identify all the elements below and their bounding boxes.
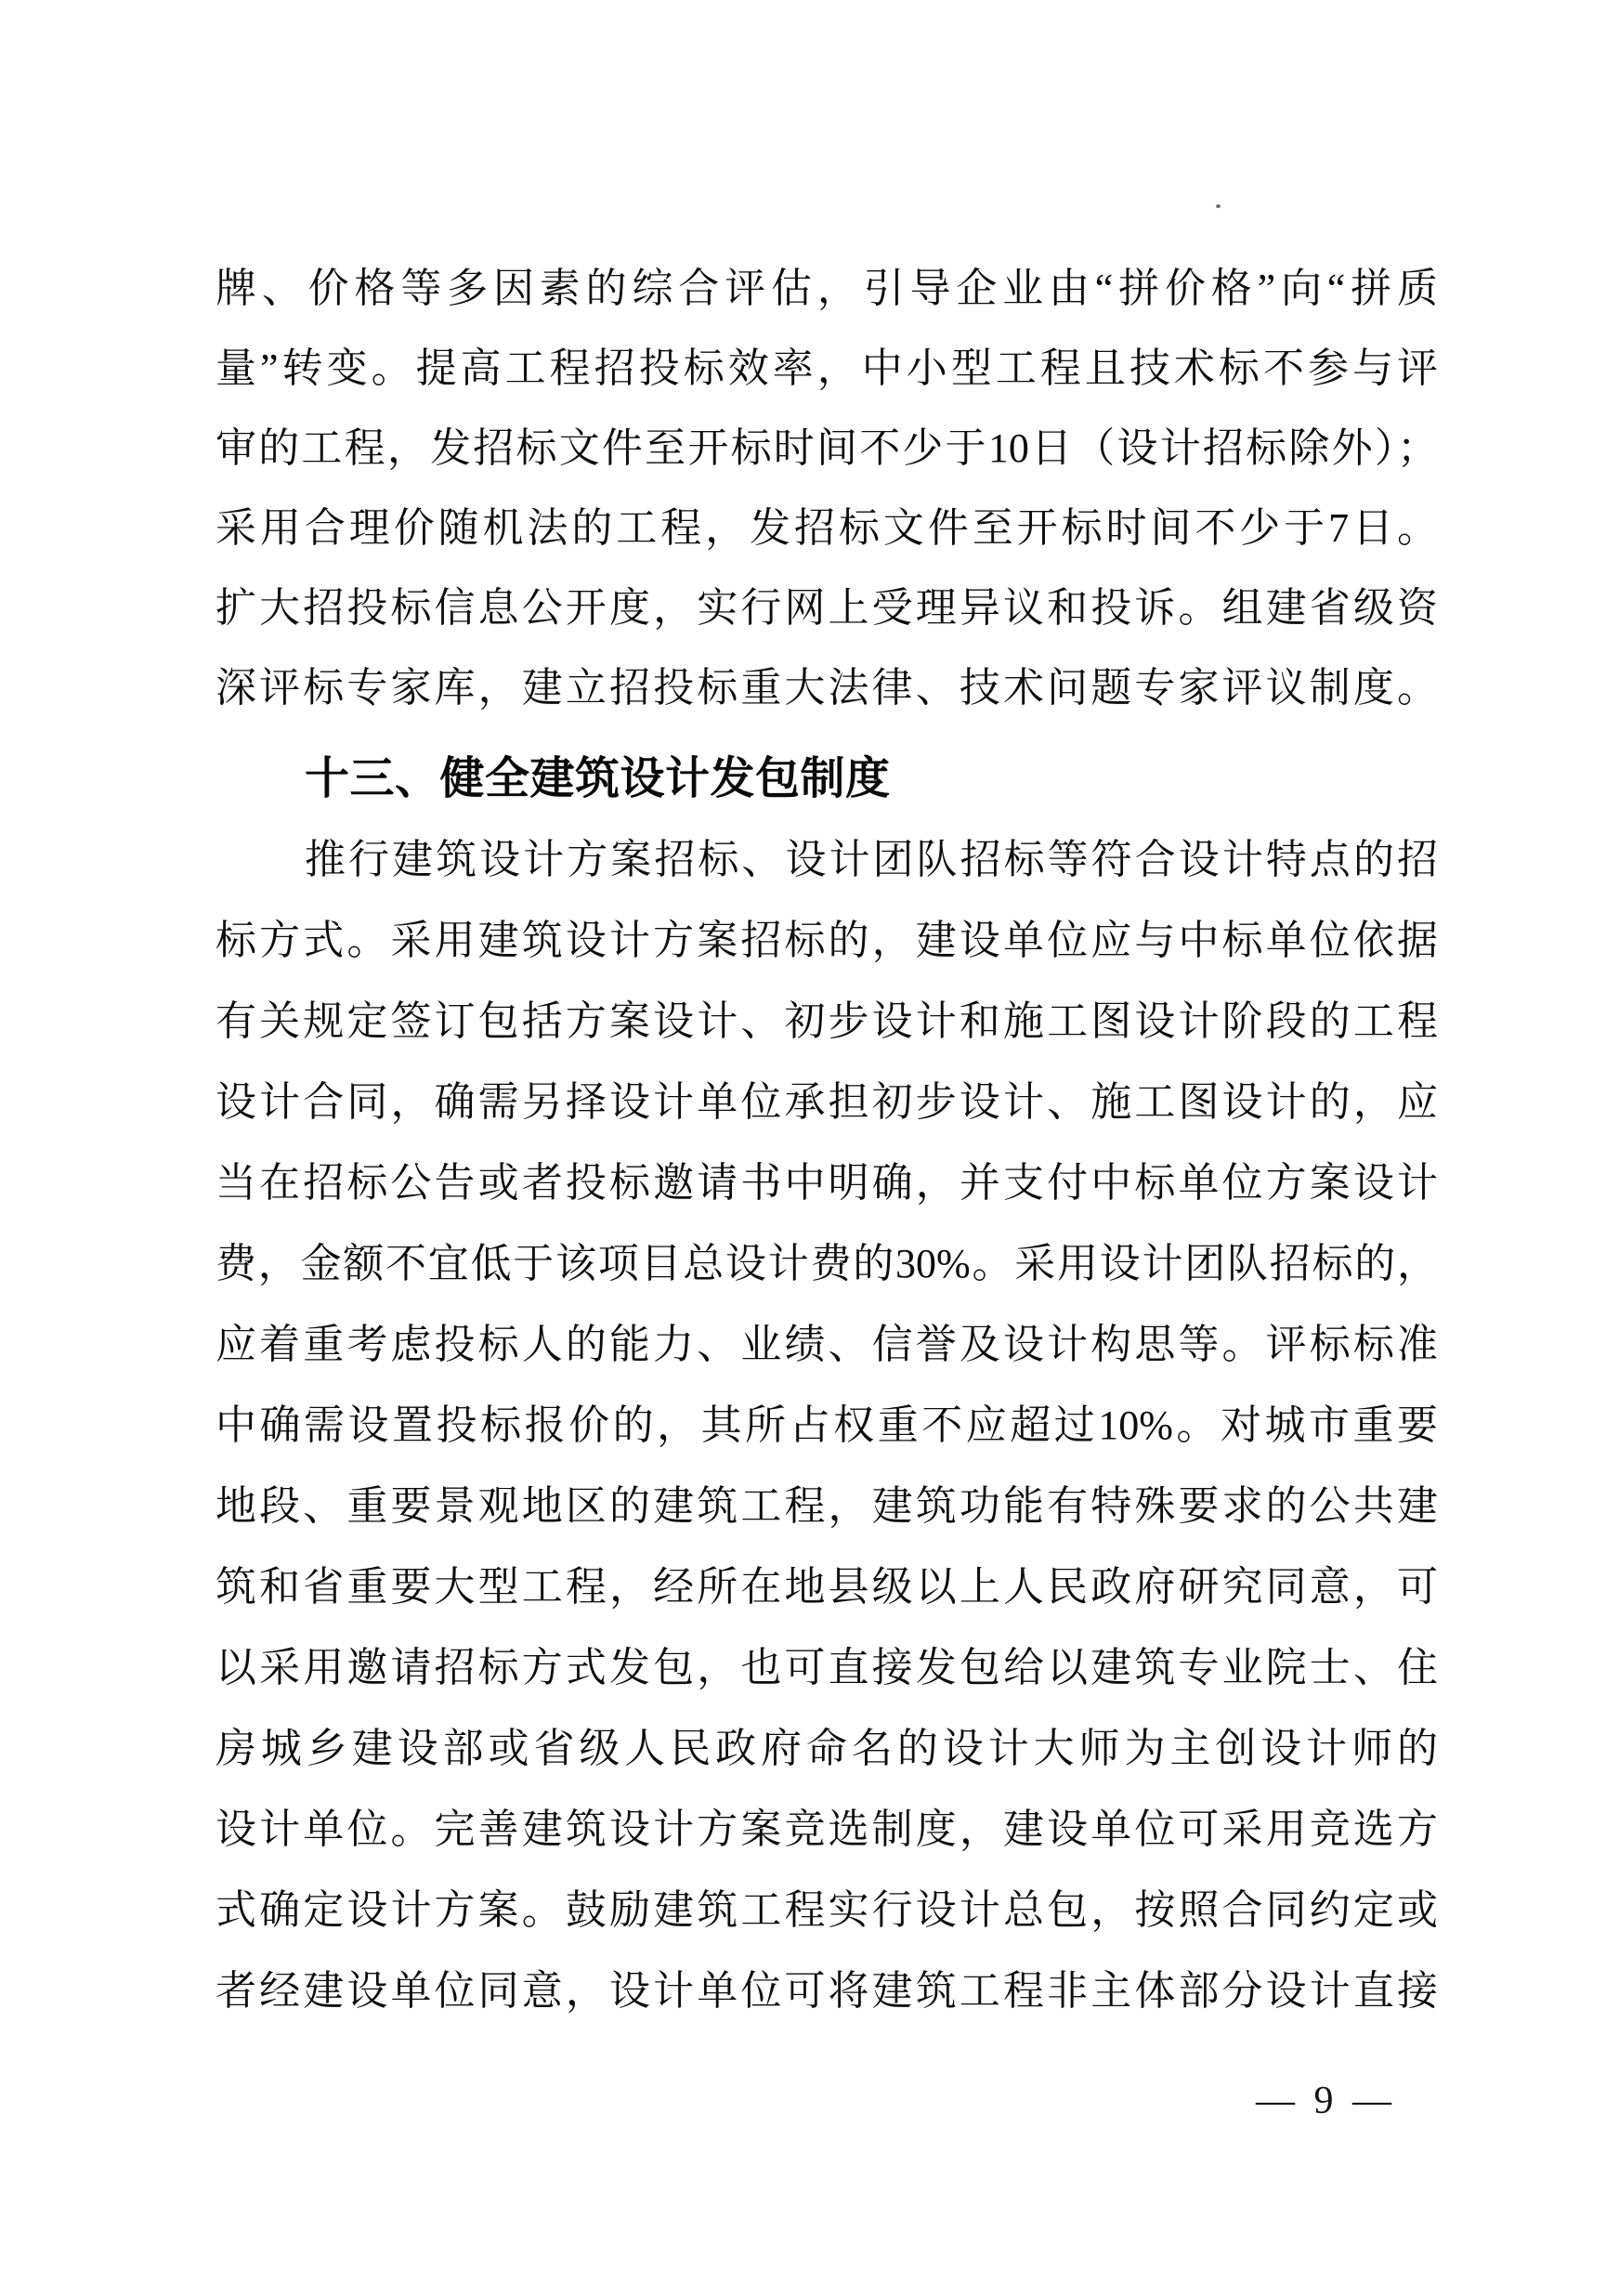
body-line: 中确需设置投标报价的，其所占权重不应超过10%。对城市重要 — [215, 1402, 1438, 1448]
body-line: 房城乡建设部或省级人民政府命名的设计大师为主创设计师的 — [215, 1726, 1438, 1771]
page-number: — 9 — — [1256, 2080, 1396, 2122]
body-line: 设计合同，确需另择设计单位承担初步设计、施工图设计的，应 — [215, 1079, 1438, 1125]
scan-speck — [1216, 204, 1221, 208]
text-block — [215, 249, 1438, 2031]
body-line: 当在招标公告或者投标邀请书中明确，并支付中标单位方案设计 — [215, 1160, 1438, 1206]
body-line: 标方式。采用建筑设计方案招标的，建设单位应与中标单位依据 — [215, 918, 1438, 963]
continuation-line: 量”转变。提高工程招投标效率，中小型工程且技术标不参与评 — [215, 346, 1438, 391]
body-line: 设计单位。完善建筑设计方案竞选制度，建设单位可采用竞选方 — [215, 1807, 1438, 1852]
body-line: 筑和省重要大型工程，经所在地县级以上人民政府研究同意，可 — [215, 1564, 1438, 1610]
body-line: 应着重考虑投标人的能力、业绩、信誉及设计构思等。评标标准 — [215, 1322, 1438, 1367]
body-line: 有关规定签订包括方案设计、初步设计和施工图设计阶段的工程 — [215, 998, 1438, 1044]
body-line: 推行建筑设计方案招标、设计团队招标等符合设计特点的招 — [305, 837, 1438, 882]
section-paragraph — [215, 819, 1438, 2031]
body-line: 者经建设单位同意，设计单位可将建筑工程非主体部分设计直接 — [215, 1968, 1438, 2014]
continuation-line: 扩大招投标信息公开度，实行网上受理异议和投诉。组建省级资 — [215, 585, 1438, 631]
body-line: 以采用邀请招标方式发包，也可直接发包给以建筑专业院士、住 — [215, 1645, 1438, 1690]
continuation-line: 采用合理价随机法的工程，发招标文件至开标时间不少于7日。 — [215, 505, 1438, 551]
continuation-line: 深评标专家库，建立招投标重大法律、技术问题专家评议制度。 — [215, 665, 1438, 711]
continuation-line: 牌、价格等多因素的综合评估，引导企业由“拼价格”向“拼质 — [215, 266, 1438, 311]
body-line: 费，金额不宜低于该项目总设计费的30%。采用设计团队招标的， — [215, 1241, 1438, 1286]
body-line: 地段、重要景观地区的建筑工程，建筑功能有特殊要求的公共建 — [215, 1483, 1438, 1529]
continuation-paragraph — [215, 249, 1438, 728]
body-line: 式确定设计方案。鼓励建筑工程实行设计总包，按照合同约定或 — [215, 1887, 1438, 1933]
continuation-line: 审的工程，发招标文件至开标时间不少于10日（设计招标除外）； — [215, 425, 1438, 471]
section-heading: 十三、健全建筑设计发包制度 — [305, 754, 891, 803]
